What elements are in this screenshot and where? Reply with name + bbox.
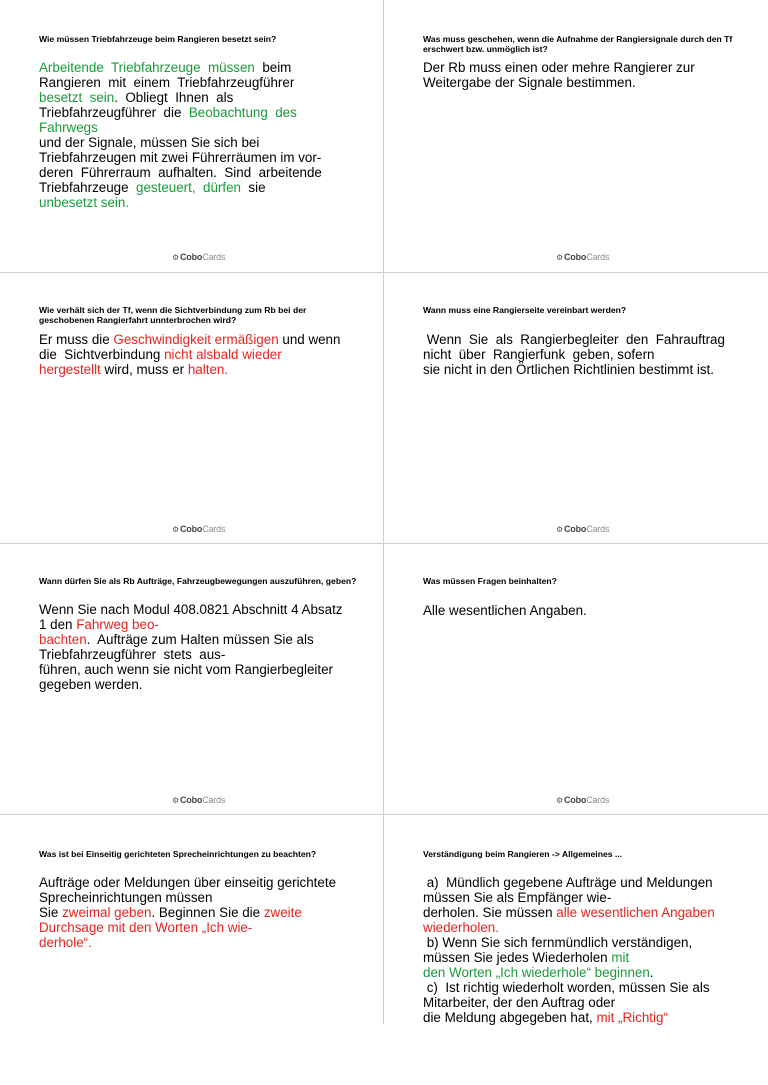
answer-line — [39, 135, 358, 150]
answer-text: Aufträge oder Meldungen über einseitig gerichtete — [39, 875, 337, 890]
highlight-green: unbesetzt sein. — [39, 195, 130, 210]
answer-text: 1 den — [39, 617, 77, 632]
answer-text: Sie — [39, 905, 63, 920]
card-question: Was ist bei Einseitig gerichteten Sprecheinrichtungen zu beachten? — [39, 849, 317, 859]
flashcard — [0, 814, 384, 1085]
flashcard — [0, 272, 384, 543]
card-question: Verständigung beim Rangieren -> Allgemeines ... — [423, 849, 623, 859]
cobocards-logo: ⚙CoboCards — [556, 795, 610, 805]
highlight-green: mit — [611, 950, 630, 965]
answer-text: sie — [240, 180, 266, 195]
card-question: Was muss geschehen, wenn die Aufnahme der Rangiersignale durch den Tf erschwert bzw. unmöglich ist? — [423, 34, 733, 54]
card-question: Wann dürfen Sie als Rb Aufträge, Fahrzeugbewegungen auszuführen, geben? — [39, 576, 357, 586]
flashcard — [384, 272, 768, 543]
answer-text: Sprecheinrichtungen müssen — [39, 890, 213, 905]
answer-text: deren Führerraum aufhalten. Sind arbeitende — [39, 165, 322, 180]
answer-text: Triebfahrzeuge — [39, 180, 137, 195]
card-answer — [39, 875, 358, 950]
answer-text: beim — [254, 60, 292, 75]
highlight-red: zweite — [263, 905, 302, 920]
cobocards-logo: ⚙CoboCards — [172, 252, 226, 262]
answer-text: . Beginnen Sie die — [151, 905, 264, 920]
answer-text: b) Wenn Sie sich fernmündlich verständigen, — [423, 935, 693, 950]
answer-line — [39, 617, 358, 632]
answer-line — [423, 965, 742, 980]
answer-text: . Aufträge zum Halten müssen Sie als — [86, 632, 314, 647]
answer-text: Rangieren mit einem Triebfahrzeugführer — [39, 75, 295, 90]
flashcard — [384, 0, 768, 271]
answer-line — [423, 75, 742, 90]
answer-text: nicht über Rangierfunk geben, sofern — [423, 347, 655, 362]
highlight-red: nicht alsbald wieder — [164, 347, 282, 362]
flashcard — [0, 0, 384, 271]
answer-line — [39, 347, 358, 362]
highlight-red: Fahrweg beo- — [76, 617, 159, 632]
highlight-red: Geschwindigkeit ermäßigen — [113, 332, 279, 347]
answer-line — [39, 362, 358, 377]
cobocards-logo: ⚙CoboCards — [172, 795, 226, 805]
answer-text: und wenn — [278, 332, 341, 347]
answer-line — [39, 920, 358, 935]
highlight-red: alle wesentlichen Angaben — [556, 905, 715, 920]
answer-text: wird, muss er — [100, 362, 188, 377]
answer-text: Triebfahrzeugführer stets aus- — [39, 647, 226, 662]
answer-line — [423, 905, 742, 920]
answer-text: Wenn Sie nach Modul 408.0821 Abschnitt 4 Absatz — [39, 602, 343, 617]
answer-line — [423, 332, 742, 347]
card-question: Wann muss eine Rangierseite vereinbart werden? — [423, 305, 627, 315]
answer-text: Mitarbeiter, der den Auftrag oder — [423, 995, 616, 1010]
answer-text: sie nicht in den Örtlichen Richtlinien bestimmt ist. — [423, 362, 714, 377]
answer-line — [423, 60, 742, 75]
answer-line — [39, 875, 358, 890]
highlight-red: halten. — [187, 362, 229, 377]
answer-text: müssen Sie jedes Wiederholen — [423, 950, 612, 965]
answer-line — [39, 677, 358, 692]
highlight-green: gesteuert, dürfen — [136, 180, 241, 195]
highlight-red: wiederholen. — [423, 920, 499, 935]
answer-line — [39, 150, 358, 165]
answer-line — [423, 890, 742, 905]
answer-line — [423, 875, 742, 890]
answer-line — [39, 632, 358, 647]
flashcard — [384, 543, 768, 814]
cobocards-logo: ⚙CoboCards — [556, 252, 610, 262]
answer-text: führen, auch wenn sie nicht vom Rangierbegleiter — [39, 662, 334, 677]
highlight-green: besetzt sein — [39, 90, 115, 105]
highlight-red: zweimal geben — [62, 905, 152, 920]
flashcard — [384, 814, 768, 1085]
answer-line — [423, 603, 742, 618]
answer-line — [39, 165, 358, 180]
highlight-green: Arbeitende Triebfahrzeuge müssen — [39, 60, 255, 75]
answer-line — [423, 362, 742, 377]
highlight-green: den Worten „Ich wiederhole“ beginnen — [423, 965, 650, 980]
highlight-red: Durchsage mit den Worten „Ich wie- — [39, 920, 253, 935]
answer-text: derholen. Sie müssen — [423, 905, 557, 920]
card-answer — [423, 332, 742, 377]
answer-text: Er muss die — [39, 332, 114, 347]
answer-line — [39, 602, 358, 617]
answer-text: a) Mündlich gegebene Aufträge und Meldungen — [423, 875, 713, 890]
answer-line — [39, 905, 358, 920]
card-question: Wie verhält sich der Tf, wenn die Sichtverbindung zum Rb bei der geschobenen Rangierfahrt unnterbrochen wird? — [39, 305, 307, 325]
cobocards-logo: ⚙CoboCards — [556, 524, 610, 534]
answer-line — [423, 980, 742, 995]
answer-line — [39, 90, 358, 105]
answer-text: und der Signale, müssen Sie sich bei — [39, 135, 260, 150]
answer-line — [39, 120, 358, 135]
answer-line — [39, 180, 358, 195]
card-answer — [423, 875, 742, 1025]
answer-text: . Obliegt Ihnen als — [114, 90, 234, 105]
flashcard — [0, 543, 384, 814]
answer-text: gegeben werden. — [39, 677, 143, 692]
answer-line — [423, 935, 742, 950]
cobocards-logo: ⚙CoboCards — [172, 524, 226, 534]
answer-text: Triebfahrzeugen mit zwei Führerräumen im vor- — [39, 150, 322, 165]
card-answer — [423, 60, 742, 90]
answer-line — [39, 105, 358, 120]
answer-text: müssen Sie als Empfänger wie- — [423, 890, 612, 905]
card-answer — [39, 602, 358, 692]
answer-line — [39, 935, 358, 950]
card-answer — [423, 603, 742, 618]
answer-line — [39, 890, 358, 905]
answer-text: Wenn Sie als Rangierbegleiter den Fahrauftrag — [423, 332, 725, 347]
answer-line — [39, 75, 358, 90]
answer-text: Triebfahrzeugführer die — [39, 105, 189, 120]
answer-line — [423, 950, 742, 965]
card-question: Was müssen Fragen beinhalten? — [423, 576, 557, 586]
answer-line — [423, 1010, 742, 1025]
answer-text: Der Rb muss einen oder mehre Rangierer zur — [423, 60, 695, 75]
card-question: Wie müssen Triebfahrzeuge beim Rangieren besetzt sein? — [39, 34, 277, 44]
answer-line — [39, 195, 358, 210]
answer-text: Alle wesentlichen Angaben. — [423, 603, 587, 618]
answer-line — [39, 647, 358, 662]
highlight-red: mit „Richtig“ — [596, 1010, 668, 1025]
answer-text: . — [649, 965, 654, 980]
card-answer — [39, 60, 358, 210]
answer-text: die Meldung abgegeben hat, — [423, 1010, 597, 1025]
highlight-red: hergestellt — [39, 362, 101, 377]
card-answer — [39, 332, 358, 377]
highlight-red: derhole“. — [39, 935, 92, 950]
highlight-green: Fahrwegs — [39, 120, 98, 135]
highlight-red: bachten — [39, 632, 87, 647]
answer-line — [423, 995, 742, 1010]
answer-line — [39, 662, 358, 677]
answer-line — [39, 332, 358, 347]
answer-line — [39, 60, 358, 75]
answer-line — [423, 347, 742, 362]
answer-line — [423, 920, 742, 935]
answer-text: c) Ist richtig wiederholt worden, müssen Sie als — [423, 980, 710, 995]
answer-text: die Sichtverbindung — [39, 347, 165, 362]
answer-text: Weitergabe der Signale bestimmen. — [423, 75, 636, 90]
highlight-green: Beobachtung des — [188, 105, 297, 120]
